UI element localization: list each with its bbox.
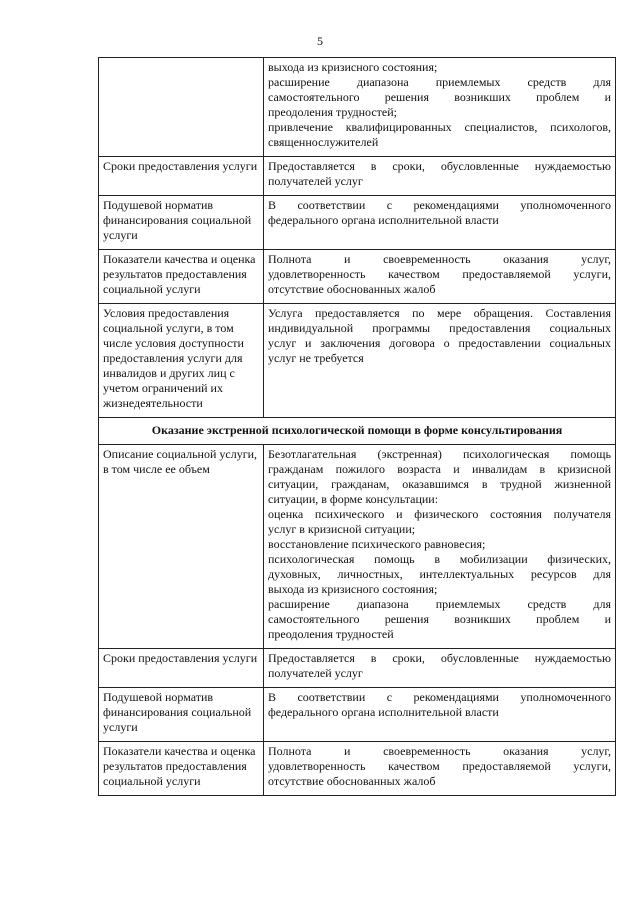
section-header-row <box>99 418 616 445</box>
value-line: оценка психического и физического состояния получателя <box>268 507 611 521</box>
value-line: расширение диапазона приемлемых средств для <box>268 75 611 89</box>
value-line: услуг не требуется <box>268 351 364 365</box>
row-value <box>264 58 616 157</box>
row-label: Условия предоставления социальной услуги, в том числе условия доступности предоставления услуги для инвалидов и других лиц с учетом ограничений их жизнедеятельности <box>99 304 264 418</box>
row-value <box>264 196 616 250</box>
value-line: преодоления трудностей <box>268 627 394 641</box>
table-row <box>99 649 616 688</box>
row-value <box>264 304 616 418</box>
table-row <box>99 304 616 418</box>
row-label: Подушевой норматив финансирования социальной услуги <box>99 196 264 250</box>
value-line: преодоления трудностей; <box>268 105 397 119</box>
row-label: Показатели качества и оценка результатов предоставления социальной услуги <box>99 250 264 304</box>
value-line: федерального органа исполнительной власти <box>268 705 499 719</box>
table-row <box>99 688 616 742</box>
table-row <box>99 196 616 250</box>
row-value <box>264 250 616 304</box>
value-line: самостоятельного решения возникших проблем и <box>268 612 611 626</box>
table-row <box>99 58 616 157</box>
table-row <box>99 445 616 649</box>
row-label <box>99 58 264 157</box>
table-row <box>99 742 616 796</box>
row-value <box>264 742 616 796</box>
value-line: восстановление психического равновесия; <box>268 537 486 551</box>
section-title: Оказание экстренной психологической помощи в форме консультирования <box>99 418 616 445</box>
value-line: В соответствии с рекомендациями уполномоченного <box>268 690 611 704</box>
row-value <box>264 688 616 742</box>
row-value <box>264 445 616 649</box>
value-line: выхода из кризисного состояния; <box>268 60 438 74</box>
value-line: Безотлагательная (экстренная) психологическая помощь <box>268 447 611 461</box>
value-line: получателей услуг <box>268 666 363 680</box>
table-body-top <box>99 58 616 418</box>
value-line: отсутствие обоснованных жалоб <box>268 774 436 788</box>
value-line: духовных, личностных, интеллектуальных ресурсов для <box>268 567 611 581</box>
value-line: расширение диапазона приемлемых средств для <box>268 597 611 611</box>
value-line: ситуации, в форме консультации: <box>268 492 439 506</box>
value-line: услуг и заключения договора о предоставлении социальных <box>268 336 611 350</box>
row-label: Описание социальной услуги, в том числе ее объем <box>99 445 264 649</box>
value-line: удовлетворенность качеством предоставляемой услуги, <box>268 759 611 773</box>
value-line: самостоятельного решения возникших проблем и <box>268 90 611 104</box>
table-body-section <box>99 418 616 445</box>
row-label: Сроки предоставления услуги <box>99 157 264 196</box>
value-line: выхода из кризисного состояния; <box>268 582 438 596</box>
services-table <box>98 57 616 796</box>
table-body-bottom <box>99 445 616 796</box>
table-row <box>99 250 616 304</box>
page-number: 5 <box>317 34 323 48</box>
value-line: Предоставляется в сроки, обусловленные нуждаемостью <box>268 159 611 173</box>
value-line: психологическая помощь в мобилизации физических, <box>268 552 611 566</box>
value-line: получателей услуг <box>268 174 363 188</box>
value-line: Предоставляется в сроки, обусловленные нуждаемостью <box>268 651 611 665</box>
value-line: отсутствие обоснованных жалоб <box>268 282 436 296</box>
value-line: Полнота и своевременность оказания услуг, <box>268 744 611 758</box>
value-line: священнослужителей <box>268 135 379 149</box>
table-row <box>99 157 616 196</box>
value-line: Услуга предоставляется по мере обращения. Составления <box>268 306 611 320</box>
value-line: услуг в кризисной ситуации; <box>268 522 416 536</box>
value-line: привлечение квалифицированных специалистов, психологов, <box>268 120 611 134</box>
value-line: индивидуальной программы предоставления социальных <box>268 321 611 335</box>
value-line: гражданам пожилого возраста и инвалидам в кризисной <box>268 462 611 476</box>
value-line: Полнота и своевременность оказания услуг, <box>268 252 611 266</box>
row-label: Сроки предоставления услуги <box>99 649 264 688</box>
row-value <box>264 157 616 196</box>
row-value <box>264 649 616 688</box>
value-line: В соответствии с рекомендациями уполномоченного <box>268 198 611 212</box>
row-label: Показатели качества и оценка результатов предоставления социальной услуги <box>99 742 264 796</box>
row-label: Подушевой норматив финансирования социальной услуги <box>99 688 264 742</box>
value-line: удовлетворенность качеством предоставляемой услуги, <box>268 267 611 281</box>
value-line: федерального органа исполнительной власти <box>268 213 499 227</box>
value-line: ситуации, гражданам, оказавшимся в трудной жизненной <box>268 477 611 491</box>
